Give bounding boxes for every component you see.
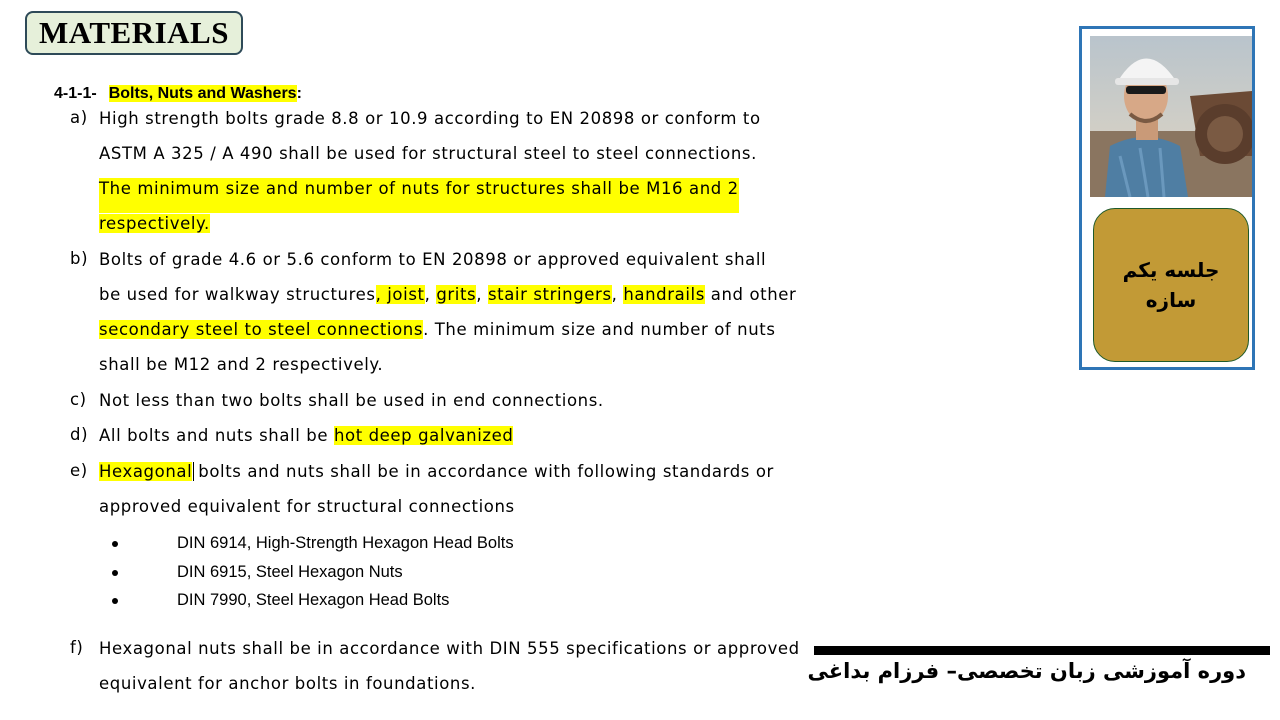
item-label: d) — [70, 425, 89, 444]
item-a-line-2: ASTM A 325 / A 490 shall be used for structural steel to steel connections. — [99, 144, 757, 163]
presenter-photo — [1090, 36, 1252, 197]
item-a-line-1: High strength bolts grade 8.8 or 10.9 according to EN 20898 or conform to — [99, 109, 761, 128]
item-label: b) — [70, 249, 89, 268]
item-e-line-2: approved equivalent for structural connections — [99, 497, 515, 516]
item-d-line-1: All bolts and nuts shall be hot deep galvanized — [99, 426, 514, 445]
presenter-panel — [1079, 26, 1255, 370]
item-f-line-1: Hexagonal nuts shall be in accordance with DIN 555 specifications or approved — [99, 639, 800, 658]
item-a-line-4: respectively. — [99, 214, 210, 233]
title-box — [25, 11, 243, 55]
item-b-line-4: shall be M12 and 2 respectively. — [99, 355, 384, 374]
badge-line-2: سازه — [1145, 288, 1197, 312]
item-label: c) — [70, 390, 87, 409]
item-label: a) — [70, 108, 88, 127]
footer-divider — [814, 646, 1270, 655]
item-b-line-3: secondary steel to steel connections. The minimum size and number of nuts — [99, 320, 776, 339]
bullet-icon — [112, 541, 118, 547]
item-e-line-1: Hexagonal bolts and nuts shall be in accordance with following standards or — [99, 462, 774, 481]
section-number: 4-1-1- — [54, 85, 97, 102]
section-colon: : — [296, 85, 302, 102]
bullet-icon — [112, 598, 118, 604]
item-label: f) — [70, 638, 84, 657]
section-heading-text: Bolts, Nuts and Washers — [108, 85, 297, 102]
item-b-line-1: Bolts of grade 4.6 or 5.6 conform to EN 20898 or approved equivalent shall — [99, 250, 767, 269]
section-heading — [54, 85, 302, 103]
item-b-line-2: be used for walkway structures, joist, grits, stair stringers, handrails and other — [99, 285, 797, 304]
item-label: e) — [70, 461, 88, 480]
footer-caption: دوره آموزشی زبان تخصصی– فرزام بداغی — [807, 659, 1246, 683]
session-badge — [1093, 208, 1249, 362]
page-title: MATERIALS — [39, 15, 229, 50]
item-c-line-1: Not less than two bolts shall be used in end connections. — [99, 391, 604, 410]
item-f-line-2: equivalent for anchor bolts in foundations. — [99, 674, 477, 693]
bullet-icon — [112, 570, 118, 576]
item-a-line-3: The minimum size and number of nuts for structures shall be M16 and 2 — [99, 178, 774, 213]
badge-line-1: جلسه یکم — [1122, 258, 1220, 282]
